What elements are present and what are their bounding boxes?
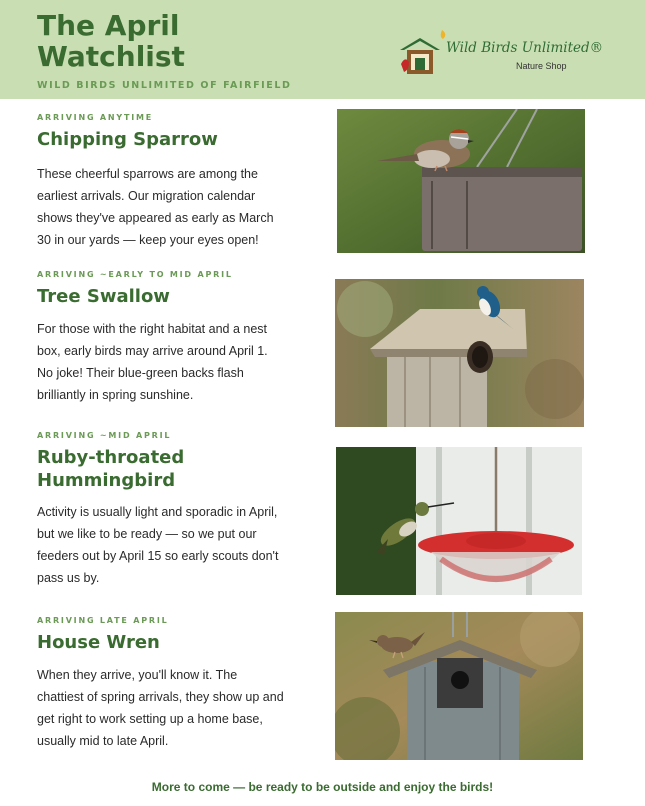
footer-message: More to come — be ready to be outside and enjoy the birds! [151,780,494,794]
page-subtitle: WILD BIRDS UNLIMITED OF FAIRFIELD [37,80,292,91]
arrival-label: ARRIVING ~MID APRIL [37,431,172,440]
house-wren-photo [335,612,583,760]
hummingbird-photo [336,447,582,595]
logo-tagline: Nature Shop [516,61,567,71]
header-banner [0,0,645,99]
arrival-label: ARRIVING ANYTIME [37,113,154,122]
bird-name: Tree Swallow [37,286,170,307]
bird-description: Activity is usually light and sporadic in April, but we like to be ready — so we put our feeders out by April 15 so early scouts don't pass us by. [37,505,279,585]
arrival-label: ARRIVING LATE APRIL [37,616,169,625]
birdhouse-logo-icon [398,28,448,78]
chipping-sparrow-photo [337,109,585,253]
bird-name: House Wren [37,632,160,653]
arrival-label: ARRIVING ~EARLY TO MID APRIL [37,270,233,279]
bird-description: When they arrive, you'll know it. The chattiest of spring arrivals, they show up and get right to work setting up a home base, usually mid to late April. [37,668,284,748]
bird-name: Chipping Sparrow [37,129,218,150]
bird-description: For those with the right habitat and a nest box, early birds may arrive around April 1. No joke! Their blue-green backs flash brilliantly in spring sunshine. [37,322,268,402]
bird-name: Ruby-throated Hummingbird [37,447,185,491]
page-title: The April Watchlist [37,9,185,73]
bird-description: These cheerful sparrows are among the earliest arrivals. Our migration calendar shows they've appeared as early as March 30 in our yards — keep your eyes open! [37,167,274,247]
tree-swallow-photo [335,279,584,427]
store-logo [398,28,604,78]
logo-brand-name: Wild Birds Unlimited® [446,40,604,56]
